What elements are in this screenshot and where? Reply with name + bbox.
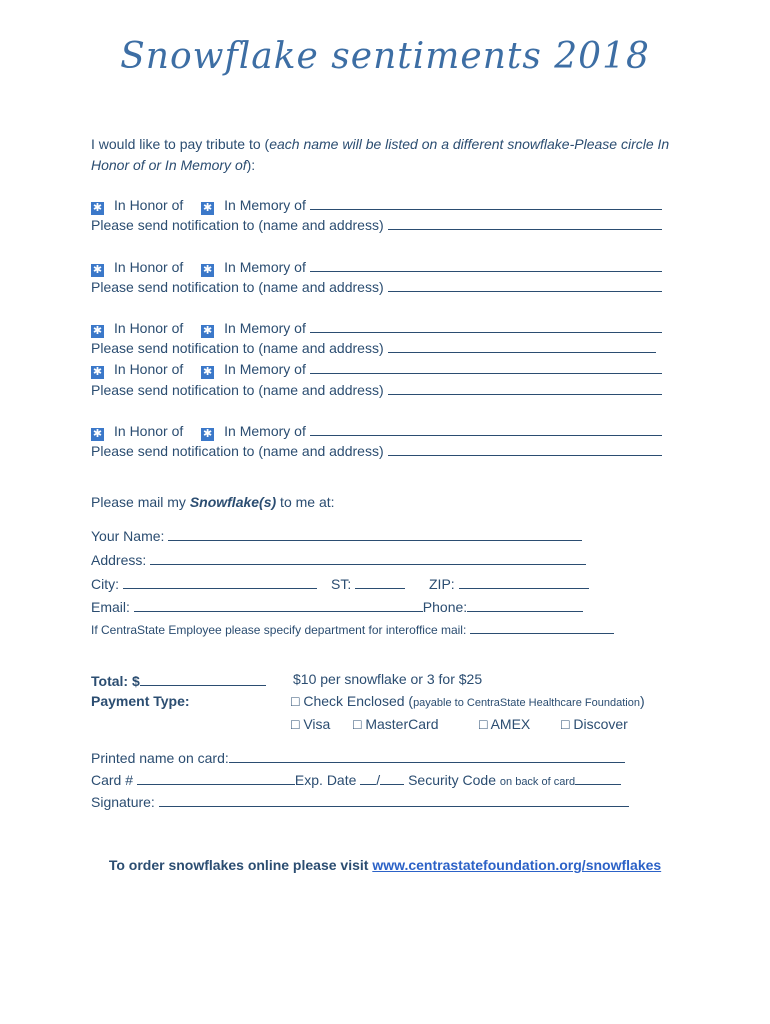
tribute-name-field[interactable] — [310, 195, 662, 210]
exp-month-field[interactable] — [360, 770, 376, 785]
card-row: Card # Exp. Date / Security Code on back of card — [91, 770, 621, 788]
notify-row-1: Please send notification to (name and address) — [91, 215, 662, 233]
address-row: Address: — [91, 550, 586, 568]
notify-field[interactable] — [388, 215, 662, 230]
check-option[interactable]: □ Check Enclosed (payable to CentraState Healthcare Foundation) — [291, 693, 645, 709]
notify-row-4: Please send notification to (name and address) — [91, 380, 662, 398]
intro-text: I would like to pay tribute to (each name will be listed on a different snowflake-Please circle In Honor of or In Memory of): — [91, 136, 670, 173]
snowflake-icon[interactable]: ✱ — [203, 428, 213, 440]
amex-option[interactable]: □ AMEX — [479, 716, 531, 732]
signature-field[interactable] — [159, 792, 629, 807]
price-note: $10 per snowflake or 3 for $25 — [293, 671, 483, 687]
total-field[interactable] — [140, 671, 266, 686]
snowflake-icon[interactable]: ✱ — [92, 202, 103, 214]
signature-row: Signature: — [91, 792, 629, 810]
tribute-name-field[interactable] — [310, 318, 662, 333]
your-name-field[interactable] — [168, 526, 582, 541]
notify-field[interactable] — [388, 441, 662, 456]
mastercard-option[interactable]: □ MasterCard — [353, 716, 439, 732]
tribute-row-5: ✱ In Honor of ✱ In Memory of — [91, 421, 662, 441]
address-field[interactable] — [150, 550, 586, 565]
visa-option[interactable]: □ Visa — [291, 716, 331, 732]
snowflake-icon[interactable]: ✱ — [92, 428, 103, 440]
snowflake-icon[interactable]: ✱ — [92, 325, 103, 337]
security-code-field[interactable] — [575, 770, 621, 785]
page-title: Snowflake sentiments 2018 — [120, 36, 650, 77]
department-field[interactable] — [470, 621, 614, 634]
snowflake-icon[interactable]: ✱ — [203, 325, 213, 337]
notify-row-5: Please send notification to (name and address) — [91, 441, 662, 459]
tribute-name-field[interactable] — [310, 257, 662, 272]
tribute-row-3: ✱ In Honor of ✱ In Memory of — [91, 318, 662, 338]
city-field[interactable] — [123, 574, 317, 589]
footer-text: To order snowflakes online please visit www.centrastatefoundation.org/snowflakes — [108, 857, 662, 873]
tribute-row-2: ✱ In Honor of ✱ In Memory of — [91, 257, 662, 277]
notify-row-3: Please send notification to (name and address) — [91, 338, 656, 356]
notify-field[interactable] — [388, 338, 656, 353]
snowflake-icon[interactable]: ✱ — [203, 264, 213, 276]
snowflake-icon[interactable]: ✱ — [203, 202, 213, 214]
printed-name-row: Printed name on card: — [91, 748, 625, 766]
zip-group: ZIP: — [429, 574, 589, 592]
your-name-row: Your Name: — [91, 526, 582, 544]
snowflake-icon[interactable]: ✱ — [92, 366, 103, 378]
tribute-row-4: ✱ In Honor of ✱ In Memory of — [91, 359, 662, 379]
email-row: Email: Phone: — [91, 597, 583, 615]
payment-type-label: Payment Type: — [91, 693, 190, 709]
total-row: Total: $ — [91, 671, 266, 689]
foundation-link[interactable]: www.centrastatefoundation.org/snowflakes — [372, 857, 662, 873]
state-group: ST: — [331, 574, 405, 592]
phone-field[interactable] — [467, 597, 583, 612]
tribute-name-field[interactable] — [310, 359, 662, 374]
notify-field[interactable] — [388, 380, 662, 395]
employee-row: If CentraState Employee please specify department for interoffice mail: — [91, 621, 614, 637]
state-field[interactable] — [355, 574, 405, 589]
city-row: City: — [91, 574, 317, 592]
email-field[interactable] — [134, 597, 423, 612]
notify-field[interactable] — [388, 277, 662, 292]
tribute-name-field[interactable] — [310, 421, 662, 436]
zip-field[interactable] — [459, 574, 589, 589]
discover-option[interactable]: □ Discover — [561, 716, 628, 732]
exp-year-field[interactable] — [380, 770, 404, 785]
printed-name-field[interactable] — [229, 748, 625, 763]
snowflake-icon[interactable]: ✱ — [203, 366, 213, 378]
snowflake-icon[interactable]: ✱ — [92, 264, 103, 276]
mail-heading: Please mail my Snowflake(s) to me at: — [91, 494, 335, 510]
card-number-field[interactable] — [137, 770, 295, 785]
tribute-row-1: ✱ In Honor of ✱ In Memory of — [91, 195, 662, 215]
notify-row-2: Please send notification to (name and address) — [91, 277, 662, 295]
